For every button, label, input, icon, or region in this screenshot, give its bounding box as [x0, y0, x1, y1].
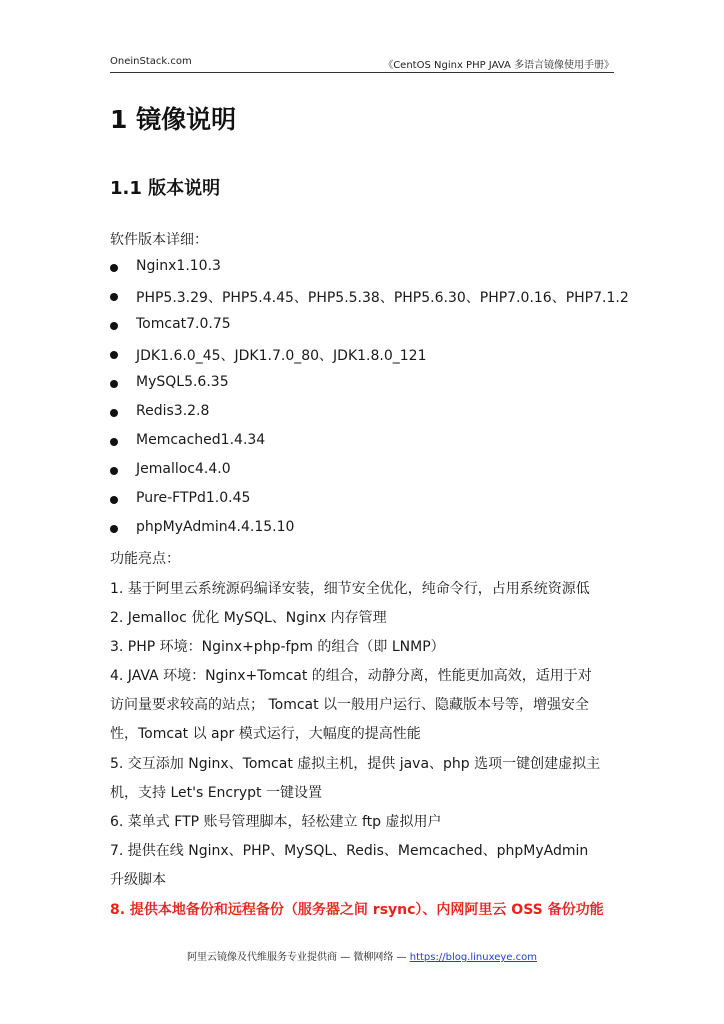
bullet-icon	[110, 467, 118, 475]
footer-link[interactable]: https://blog.linuxeye.com	[409, 952, 537, 963]
feature-line: 5. 交互添加 Nginx、Tomcat 虚拟主机，提供 java、php 选项一键创建虚拟主	[110, 756, 601, 772]
feature-line: 2. Jemalloc 优化 MySQL、Nginx 内存管理	[110, 610, 387, 626]
feature-highlight: 8. 提供本地备份和远程备份（服务器之间 rsync）、内网阿里云 OSS 备份功能	[110, 902, 604, 918]
bullet-icon	[110, 496, 118, 504]
bullet-icon	[110, 264, 118, 272]
page-header	[110, 54, 614, 73]
feature-line: 7. 提供在线 Nginx、PHP、MySQL、Redis、Memcached、phpMyAdmin	[110, 843, 589, 859]
feature-line: 机，支持 Let's Encrypt 一键设置	[110, 785, 322, 801]
feature-line: 升级脚本	[110, 872, 166, 888]
bullet-icon	[110, 409, 118, 417]
feature-line: 6. 菜单式 FTP 账号管理脚本，轻松建立 ftp 虚拟用户	[110, 814, 442, 830]
heading-1-1: 1.1 版本说明	[110, 178, 221, 199]
header-doc-title: 《CentOS Nginx PHP JAVA 多语言镜像使用手册》	[383, 60, 614, 71]
bullet-icon	[110, 380, 118, 388]
feature-line: 性，Tomcat 以 apr 模式运行，大幅度的提高性能	[110, 726, 421, 742]
feature-line: 4. JAVA 环境：Nginx+Tomcat 的组合，动静分离，性能更加高效，适用于对	[110, 668, 592, 684]
feature-line: 1. 基于阿里云系统源码编译安装，细节安全优化，纯命令行，占用系统资源低	[110, 581, 590, 597]
footer-text: 阿里云镜像及代维服务专业提供商 — 微柳网络 —	[187, 952, 407, 963]
bullet-icon	[110, 525, 118, 533]
page-footer	[0, 948, 724, 963]
heading-1: 1 镜像说明	[110, 105, 237, 134]
bullet-icon	[110, 438, 118, 446]
feature-line: 3. PHP 环境：Nginx+php-fpm 的组合（即 LNMP）	[110, 639, 445, 655]
feature-line: 访问量要求较高的站点； Tomcat 以一般用户运行、隐藏版本号等，增强安全	[110, 697, 590, 713]
bullet-icon	[110, 351, 118, 359]
header-site: OneinStack.com	[110, 56, 192, 67]
features-label: 功能亮点：	[110, 551, 180, 567]
versions-label: 软件版本详细：	[110, 232, 208, 248]
bullet-icon	[110, 293, 118, 301]
bullet-icon	[110, 322, 118, 330]
